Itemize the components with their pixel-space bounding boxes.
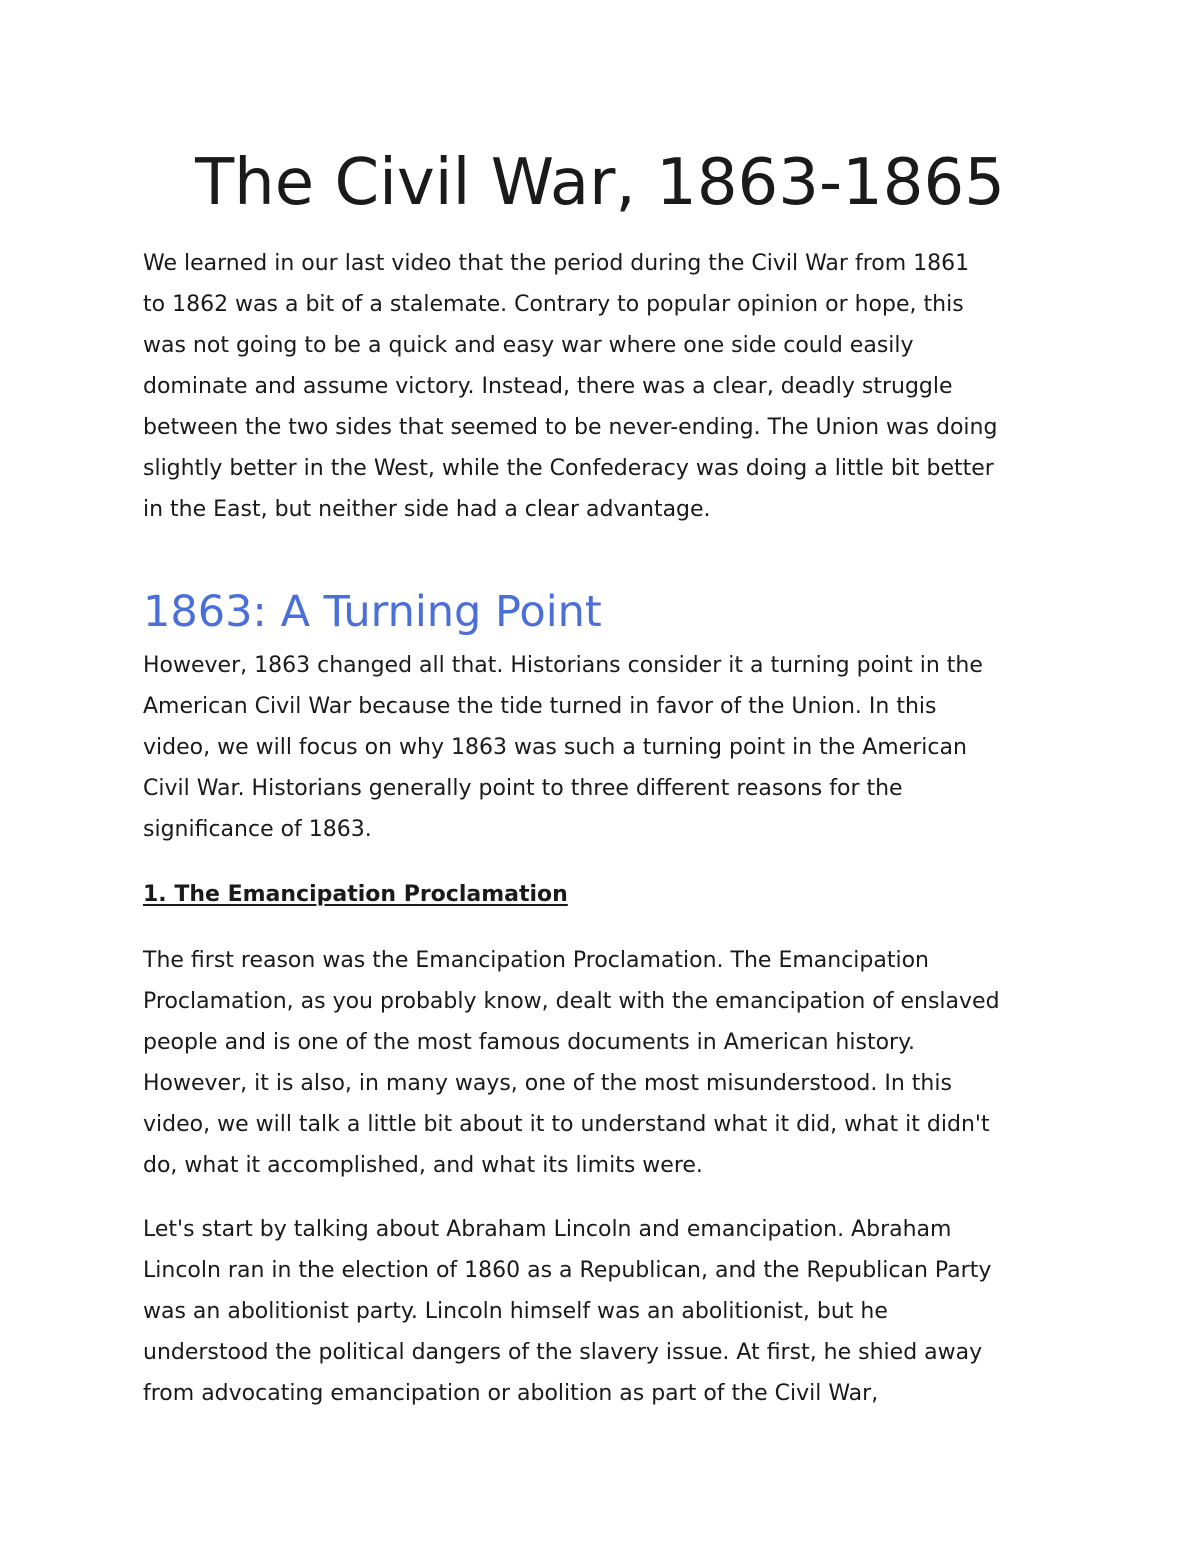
subsection-heading: 1. The Emancipation Proclamation bbox=[143, 882, 568, 907]
text-line: do, what it accomplished, and what its limits were. bbox=[143, 1153, 703, 1178]
emancipation-paragraph bbox=[143, 940, 1083, 1186]
text-line: video, we will focus on why 1863 was such a turning point in the American bbox=[143, 735, 967, 760]
text-line: between the two sides that seemed to be never-ending. The Union was doing bbox=[143, 415, 998, 440]
text-line: dominate and assume victory. Instead, there was a clear, deadly struggle bbox=[143, 374, 953, 399]
intro-paragraph bbox=[143, 243, 1083, 530]
text-line: from advocating emancipation or abolition as part of the Civil War, bbox=[143, 1381, 879, 1406]
text-line: The first reason was the Emancipation Proclamation. The Emancipation bbox=[143, 948, 929, 973]
text-line: Let's start by talking about Abraham Lincoln and emancipation. Abraham bbox=[143, 1217, 952, 1242]
text-line: people and is one of the most famous documents in American history. bbox=[143, 1030, 915, 1055]
text-line: to 1862 was a bit of a stalemate. Contrary to popular opinion or hope, this bbox=[143, 292, 964, 317]
text-line: American Civil War because the tide turned in favor of the Union. In this bbox=[143, 694, 937, 719]
section-heading: 1863: A Turning Point bbox=[143, 587, 602, 637]
text-line: significance of 1863. bbox=[143, 817, 372, 842]
lincoln-paragraph bbox=[143, 1209, 1083, 1414]
text-line: was not going to be a quick and easy war where one side could easily bbox=[143, 333, 914, 358]
text-line: understood the political dangers of the slavery issue. At first, he shied away bbox=[143, 1340, 983, 1365]
text-line: video, we will talk a little bit about it to understand what it did, what it didn't bbox=[143, 1112, 990, 1137]
text-line: However, it is also, in many ways, one of the most misunderstood. In this bbox=[143, 1071, 952, 1096]
turning-point-paragraph bbox=[143, 645, 1083, 850]
text-line: Lincoln ran in the election of 1860 as a Republican, and the Republican Party bbox=[143, 1258, 992, 1283]
text-line: Proclamation, as you probably know, dealt with the emancipation of enslaved bbox=[143, 989, 1000, 1014]
text-line: slightly better in the West, while the Confederacy was doing a little bit better bbox=[143, 456, 994, 481]
text-line: We learned in our last video that the period during the Civil War from 1861 bbox=[143, 251, 970, 276]
text-line: Civil War. Historians generally point to three different reasons for the bbox=[143, 776, 903, 801]
text-line: in the East, but neither side had a clear advantage. bbox=[143, 497, 711, 522]
text-line: However, 1863 changed all that. Historians consider it a turning point in the bbox=[143, 653, 983, 678]
document-title: The Civil War, 1863-1865 bbox=[195, 146, 1005, 220]
text-line: was an abolitionist party. Lincoln himself was an abolitionist, but he bbox=[143, 1299, 888, 1324]
